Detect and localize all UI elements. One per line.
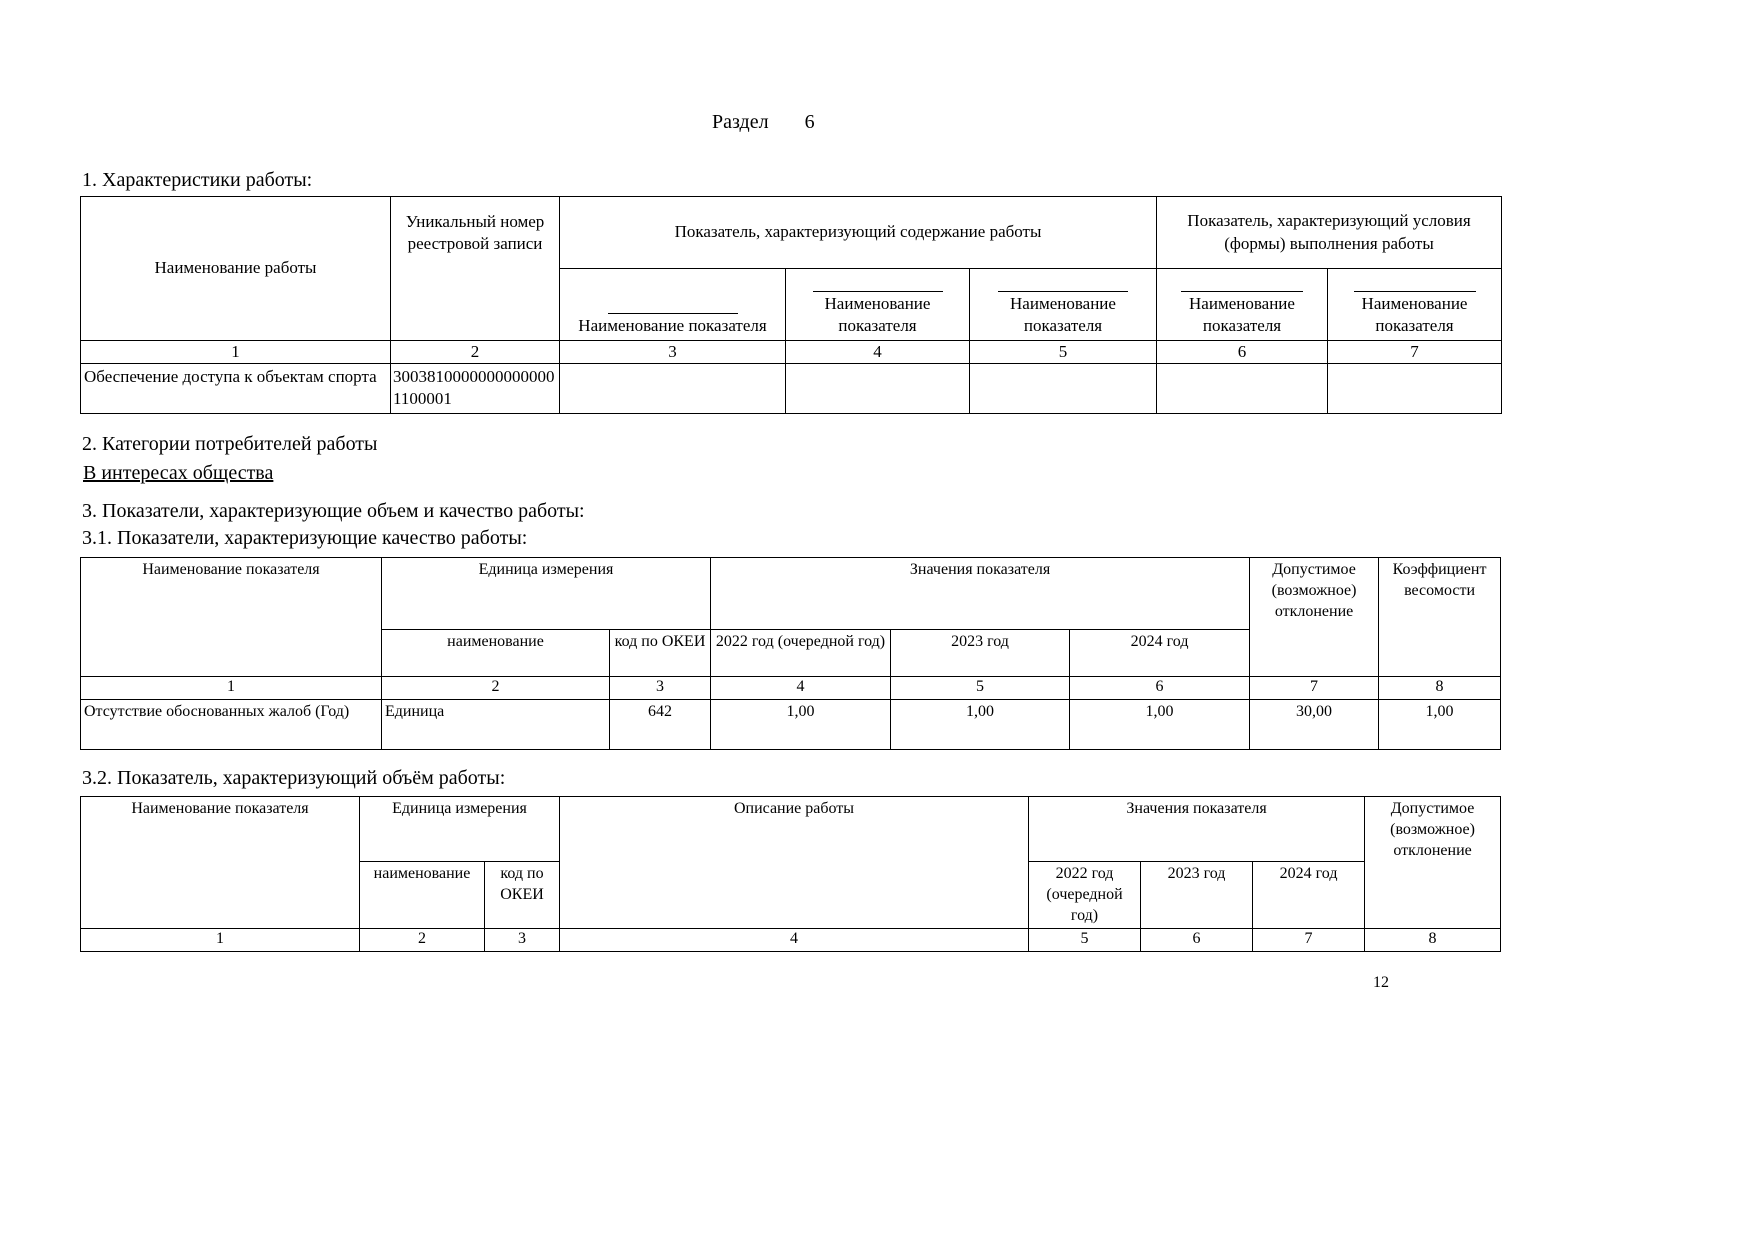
header-values: Значения показателя [711, 558, 1250, 630]
header-unit-name: наименование [382, 630, 610, 677]
column-number: 8 [1365, 929, 1501, 952]
header-deviation: Допустимое (возможное) отклонение [1365, 797, 1501, 929]
part3-1-title: 3.1. Показатели, характеризующие качество работы: [82, 527, 528, 549]
work-characteristics-table [80, 196, 1502, 414]
column-number: 7 [1253, 929, 1365, 952]
column-numbers-row [81, 341, 1502, 364]
column-number: 3 [560, 341, 786, 364]
header-indicator-name: Наименование показателя [81, 797, 360, 929]
subheader-cell [970, 269, 1157, 341]
column-number: 2 [391, 341, 560, 364]
header-values: Значения показателя [1029, 797, 1365, 862]
empty-cell [970, 364, 1157, 414]
subheader-cell [786, 269, 970, 341]
registry-number-cell: 30038100000000000001100001 [391, 364, 560, 414]
column-number: 6 [1157, 341, 1328, 364]
empty-cell [786, 364, 970, 414]
header-year-2024: 2024 год [1070, 630, 1250, 677]
header-unit-code: код по ОКЕИ [610, 630, 711, 677]
value-2022-cell: 1,00 [711, 700, 891, 750]
subheader-cell [1328, 269, 1502, 341]
column-number: 3 [610, 677, 711, 700]
unit-name-cell: Единица [382, 700, 610, 750]
subheader-label: Наименование показателя [1361, 293, 1468, 335]
header-work-name: Наименование работы [81, 197, 391, 341]
subheader-label: Наименование показателя [1189, 293, 1295, 335]
empty-cell [1328, 364, 1502, 414]
table-row [81, 364, 1502, 414]
header-unit-name: наименование [360, 862, 485, 929]
quality-indicators-table [80, 557, 1501, 750]
deviation-cell: 30,00 [1250, 700, 1379, 750]
work-name-cell: Обеспечение доступа к объектам спорта [81, 364, 391, 414]
header-unit-code: код по ОКЕИ [485, 862, 560, 929]
part1-title: 1. Характеристики работы: [82, 169, 313, 191]
column-number: 4 [560, 929, 1029, 952]
column-number: 4 [711, 677, 891, 700]
empty-cell [1157, 364, 1328, 414]
header-year-2022: 2022 год (очередной год) [711, 630, 891, 677]
section-heading [712, 111, 815, 134]
header-deviation: Допустимое (возможное) отклонение [1250, 558, 1379, 677]
part3-2-title: 3.2. Показатель, характеризующий объём работы: [82, 767, 506, 789]
header-content-indicator: Показатель, характеризующий содержание работы [560, 197, 1157, 269]
column-number: 8 [1379, 677, 1501, 700]
coefficient-cell: 1,00 [1379, 700, 1501, 750]
column-number: 1 [81, 341, 391, 364]
header-year-2023: 2023 год [891, 630, 1070, 677]
header-unit: Единица измерения [382, 558, 711, 630]
consumer-category: В интересах общества [83, 462, 274, 484]
table-row [81, 700, 1501, 750]
section-label: Раздел [712, 111, 769, 133]
column-number: 3 [485, 929, 560, 952]
column-number: 4 [786, 341, 970, 364]
column-number: 6 [1141, 929, 1253, 952]
value-2024-cell: 1,00 [1070, 700, 1250, 750]
column-number: 2 [360, 929, 485, 952]
subheader-label: Наименование показателя [578, 315, 767, 335]
header-year-2023: 2023 год [1141, 862, 1253, 929]
column-number: 5 [970, 341, 1157, 364]
subheader-cell [1157, 269, 1328, 341]
column-number: 6 [1070, 677, 1250, 700]
header-year-2024: 2024 год [1253, 862, 1365, 929]
volume-indicators-table [80, 796, 1501, 952]
header-year-2022: 2022 год (очередной год) [1029, 862, 1141, 929]
section-number: 6 [804, 111, 815, 133]
header-conditions-indicator: Показатель, характеризующий условия (формы) выполнения работы [1157, 197, 1502, 269]
part2-title: 2. Категории потребителей работы [82, 433, 378, 455]
value-2023-cell: 1,00 [891, 700, 1070, 750]
subheader-cell [560, 269, 786, 341]
part3-title: 3. Показатели, характеризующие объем и качество работы: [82, 500, 585, 522]
column-numbers-row [81, 677, 1501, 700]
indicator-name-cell: Отсутствие обоснованных жалоб (Год) [81, 700, 382, 750]
header-unit: Единица измерения [360, 797, 560, 862]
subheader-label: Наименование показателя [1010, 293, 1116, 335]
column-number: 7 [1328, 341, 1502, 364]
column-numbers-row [81, 929, 1501, 952]
column-number: 1 [81, 929, 360, 952]
header-indicator-name: Наименование показателя [81, 558, 382, 677]
column-number: 5 [1029, 929, 1141, 952]
empty-cell [560, 364, 786, 414]
column-number: 1 [81, 677, 382, 700]
header-registry-number: Уникальный номер реестровой записи [391, 197, 560, 341]
column-number: 7 [1250, 677, 1379, 700]
header-work-description: Описание работы [560, 797, 1029, 929]
header-coefficient: Коэффициент весомости [1379, 558, 1501, 677]
page-number: 12 [1373, 974, 1389, 991]
unit-code-cell: 642 [610, 700, 711, 750]
column-number: 2 [382, 677, 610, 700]
column-number: 5 [891, 677, 1070, 700]
subheader-label: Наименование показателя [824, 293, 931, 335]
